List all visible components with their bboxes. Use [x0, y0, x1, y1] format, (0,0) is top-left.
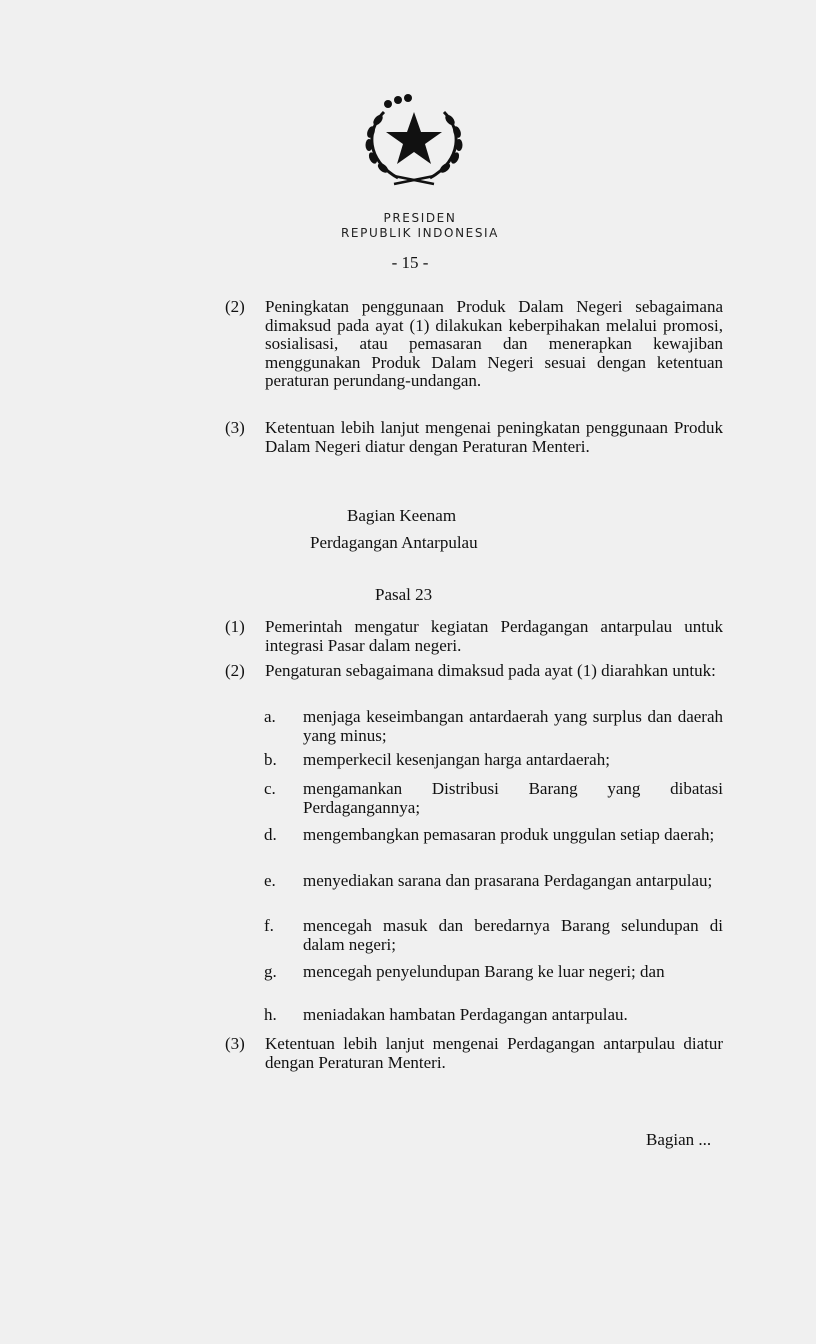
- article-item: [225, 618, 723, 655]
- sub-item-letter: c.: [264, 779, 276, 798]
- item-number: (3): [225, 418, 245, 437]
- item-text: Peningkatan penggunaan Produk Dalam Negeri sebagaimana dimaksud pada ayat (1) dilakukan keberpihakan melalui promosi, sosialisasi, atau pemasaran dan menerapkan kewajiban menggunakan Produk Dalam Negeri sesuai dengan ketentuan peraturan perundang-undangan.: [265, 297, 723, 391]
- sub-item: [264, 1006, 723, 1025]
- item-number: (2): [225, 661, 245, 680]
- header-title: PRESIDEN: [383, 211, 457, 225]
- sub-item: [264, 826, 723, 845]
- sub-item-letter: e.: [264, 871, 276, 890]
- presidential-emblem-icon: [358, 92, 470, 192]
- item-text: Pengaturan sebagaimana dimaksud pada ayat (1) diarahkan untuk:: [265, 661, 716, 680]
- sub-item-letter: f.: [264, 916, 274, 935]
- sub-item-letter: g.: [264, 962, 277, 981]
- sub-item-text: menyediakan sarana dan prasarana Perdagangan antarpulau;: [303, 871, 713, 890]
- item-text: Ketentuan lebih lanjut mengenai peningkatan penggunaan Produk Dalam Negeri diatur dengan Peraturan Menteri.: [265, 418, 723, 456]
- sub-item: [264, 751, 723, 770]
- sub-item: [264, 708, 723, 745]
- page-number: - 15 -: [391, 253, 429, 272]
- paragraph-item: [225, 419, 723, 456]
- sub-item: [264, 963, 723, 982]
- sub-item-text: meniadakan hambatan Perdagangan antarpulau.: [303, 1005, 628, 1024]
- sub-item-text: menjaga keseimbangan antardaerah yang surplus dan daerah yang minus;: [303, 707, 723, 745]
- sub-item-letter: h.: [264, 1005, 277, 1024]
- sub-item: [264, 872, 723, 891]
- sub-item-letter: a.: [264, 707, 276, 726]
- item-number: (2): [225, 297, 245, 316]
- sub-item-letter: b.: [264, 750, 277, 769]
- paragraph-item: [225, 298, 723, 391]
- item-text: Pemerintah mengatur kegiatan Perdagangan antarpulau untuk integrasi Pasar dalam negeri.: [265, 617, 723, 655]
- sub-item-letter: d.: [264, 825, 277, 844]
- sub-item: [264, 917, 723, 954]
- item-text: Ketentuan lebih lanjut mengenai Perdagangan antarpulau diatur dengan Peraturan Menteri.: [265, 1034, 723, 1072]
- sub-item-text: mencegah penyelundupan Barang ke luar negeri; dan: [303, 962, 665, 981]
- sub-item-text: memperkecil kesenjangan harga antardaerah;: [303, 750, 610, 769]
- item-number: (1): [225, 617, 245, 636]
- article-heading: Pasal 23: [375, 585, 433, 604]
- section-title: Perdagangan Antarpulau: [310, 533, 478, 552]
- section-part-heading: Bagian Keenam: [347, 506, 457, 525]
- item-number: (3): [225, 1034, 245, 1053]
- sub-item: [264, 780, 723, 817]
- sub-item-text: mengamankan Distribusi Barang yang dibatasi Perdagangannya;: [303, 779, 723, 817]
- continuation-marker: Bagian ...: [646, 1130, 712, 1149]
- sub-item-text: mencegah masuk dan beredarnya Barang selundupan di dalam negeri;: [303, 916, 723, 954]
- header-subtitle: REPUBLIK INDONESIA: [340, 226, 499, 240]
- article-item: [225, 662, 723, 681]
- article-item: [225, 1035, 723, 1072]
- sub-item-text: mengembangkan pemasaran produk unggulan setiap daerah;: [303, 825, 715, 844]
